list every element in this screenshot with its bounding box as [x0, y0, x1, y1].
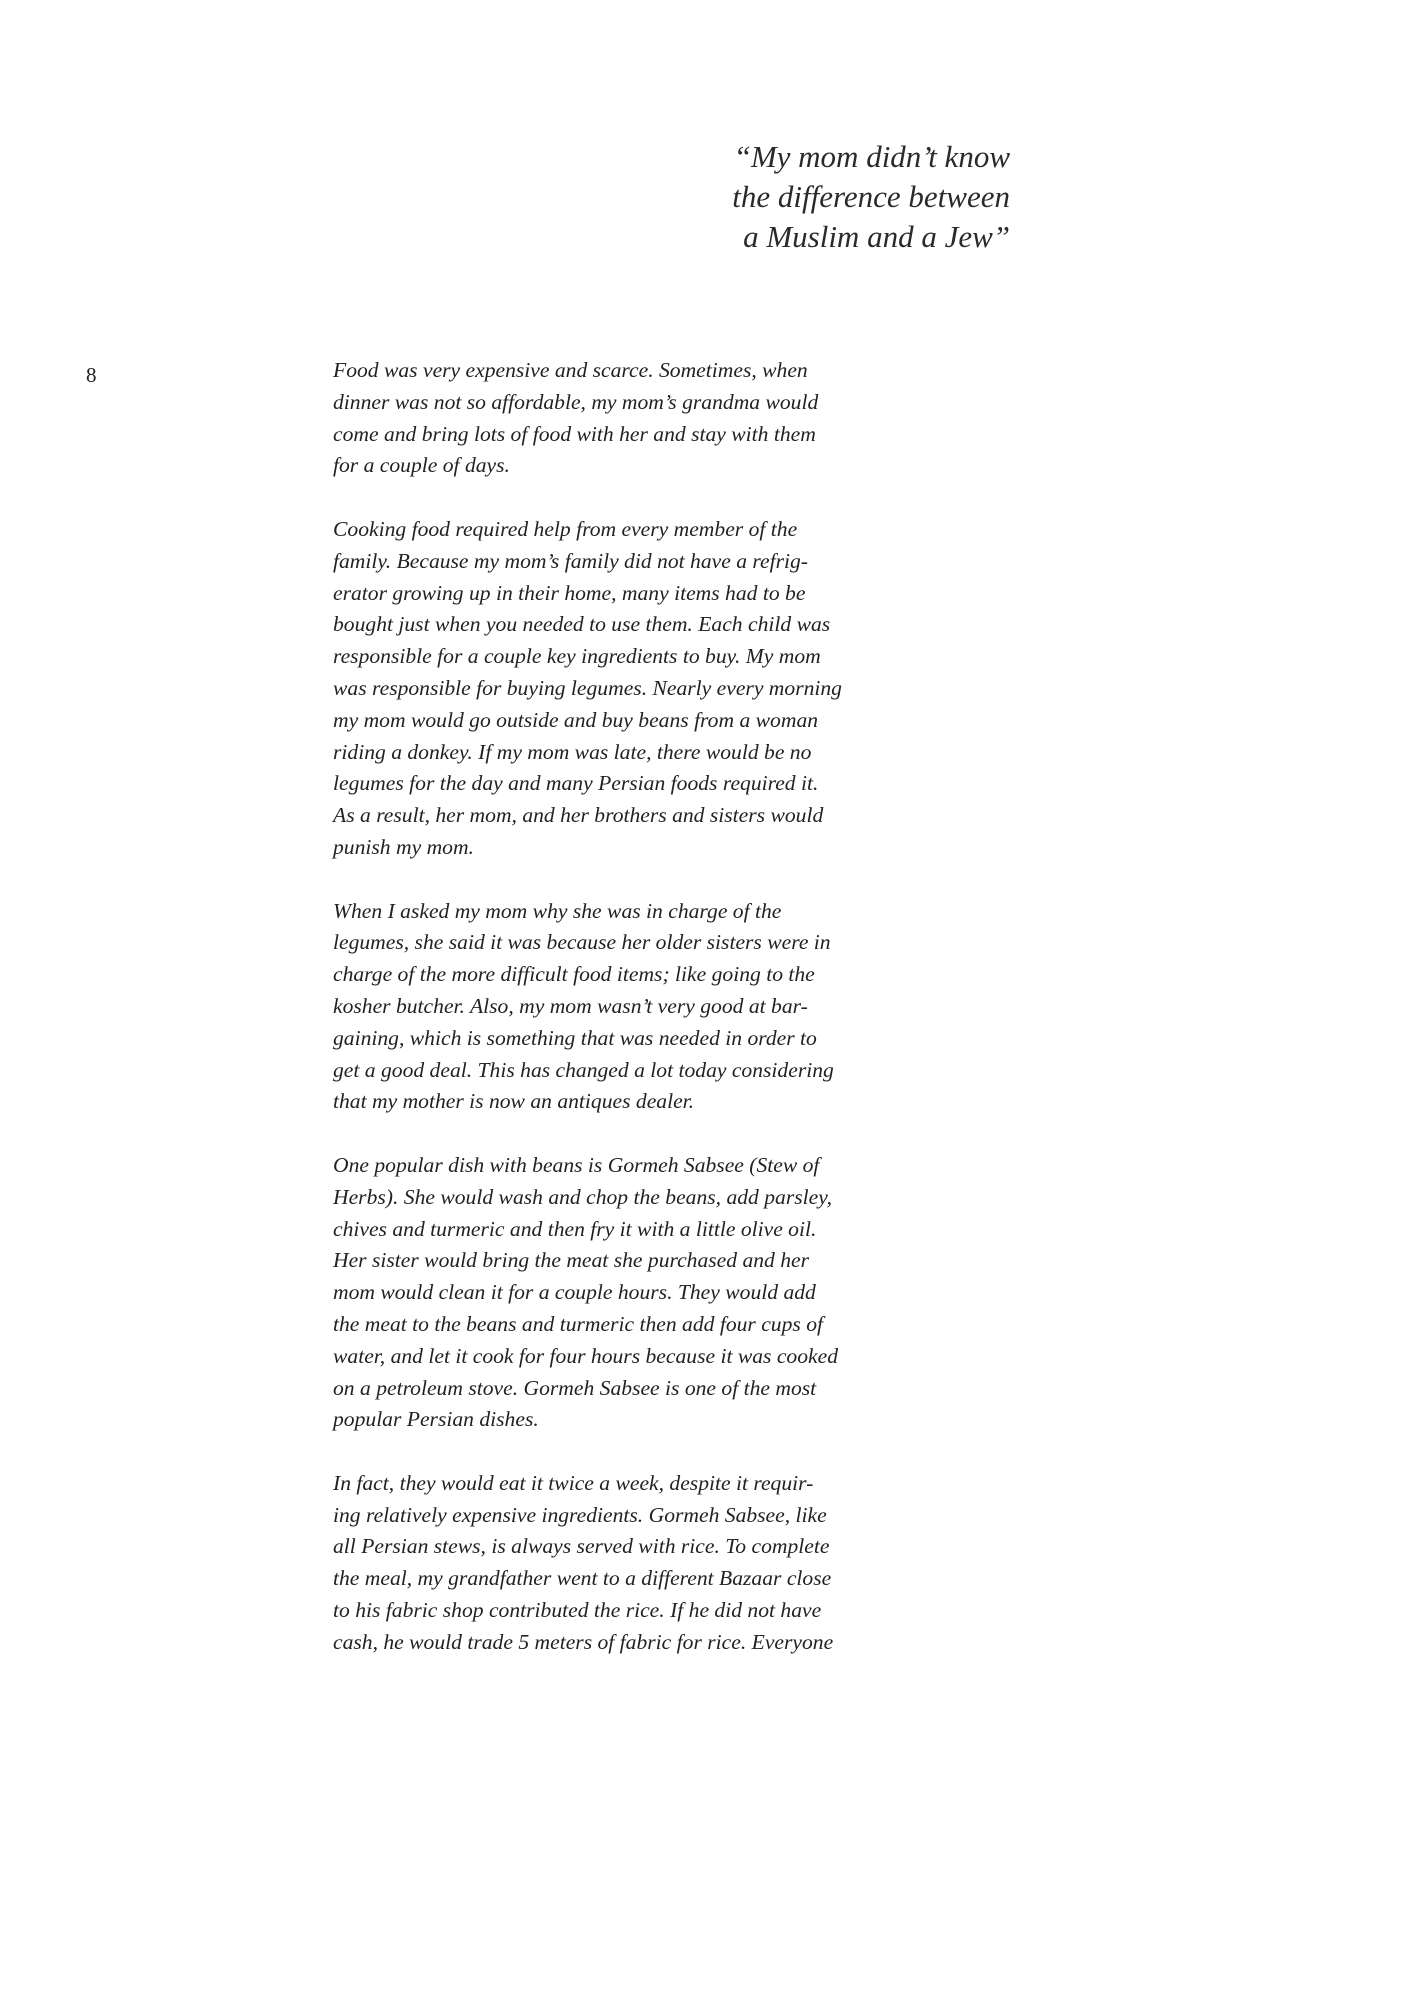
text-line: riding a donkey. If my mom was late, there would be no: [333, 739, 812, 764]
text-line: Cooking food required help from every member of the: [333, 516, 798, 541]
text-line: Herbs). She would wash and chop the beans, add parsley,: [333, 1184, 833, 1209]
paragraph-4: [333, 1150, 933, 1436]
text-line: my mom would go outside and buy beans from a woman: [333, 707, 819, 732]
text-line: bought just when you needed to use them. Each child was: [333, 612, 831, 637]
text-line: One popular dish with beans is Gormeh Sabsee (Stew of: [333, 1152, 820, 1177]
page-number: 8: [86, 363, 97, 387]
text-line: When I asked my mom why she was in charge of the: [333, 898, 782, 923]
text-line: Food was very expensive and scarce. Sometimes, when: [333, 358, 808, 382]
paragraph-1: [333, 355, 933, 482]
text-line: mom would clean it for a couple hours. They would add: [333, 1280, 816, 1305]
text-line: responsible for a couple key ingredients to buy. My mom: [333, 644, 821, 669]
pull-quote: [490, 137, 1010, 257]
paragraph-2: [333, 514, 933, 864]
text-line: water, and let it cook for four hours because it was cooked: [333, 1343, 838, 1368]
text-line: family. Because my mom’s family did not have a refrig-: [333, 548, 808, 573]
text-line: cash, he would trade 5 meters of fabric for rice. Everyone: [333, 1629, 834, 1654]
text-line: dinner was not so affordable, my mom’s grandma would: [333, 389, 819, 414]
text-line: punish my mom.: [333, 834, 474, 859]
text-line: chives and turmeric and then fry it with a little olive oil.: [333, 1216, 817, 1241]
text-line: come and bring lots of food with her and stay with them: [333, 421, 816, 446]
text-line: to his fabric shop contributed the rice. If he did not have: [333, 1598, 822, 1623]
text-line: legumes for the day and many Persian foods required it.: [333, 771, 819, 796]
text-line: get a good deal. This has changed a lot today considering: [333, 1057, 834, 1082]
text-line: erator growing up in their home, many items had to be: [333, 580, 806, 605]
text-line: Her sister would bring the meat she purchased and her: [333, 1248, 810, 1273]
text-line: on a petroleum stove. Gormeh Sabsee is one of the most: [333, 1375, 817, 1400]
text-line: legumes, she said it was because her older sisters were in: [333, 930, 831, 955]
pull-quote-line: “My mom didn’t know: [733, 139, 1010, 174]
text-line: popular Persian dishes.: [333, 1407, 539, 1432]
text-line: gaining, which is something that was needed in order to: [333, 1025, 817, 1050]
text-line: ing relatively expensive ingredients. Gormeh Sabsee, like: [333, 1502, 827, 1527]
text-line: In fact, they would eat it twice a week, despite it requir-: [333, 1470, 814, 1495]
text-line: kosher butcher. Also, my mom wasn’t very good at bar-: [333, 993, 808, 1018]
text-line: the meal, my grandfather went to a different Bazaar close: [333, 1566, 832, 1591]
paragraph-3: [333, 896, 933, 1119]
text-line: that my mother is now an antiques dealer.: [333, 1089, 695, 1114]
pull-quote-line: the difference between: [732, 179, 1010, 214]
text-line: As a result, her mom, and her brothers and sisters would: [333, 803, 824, 828]
paragraph-5: [333, 1468, 933, 1659]
text-line: all Persian stews, is always served with rice. To complete: [333, 1534, 830, 1559]
pull-quote-line: a Muslim and a Jew”: [743, 219, 1010, 254]
text-line: charge of the more difficult food items; like going to the: [333, 962, 815, 987]
text-line: was responsible for buying legumes. Nearly every morning: [333, 675, 842, 700]
text-line: the meat to the beans and turmeric then add four cups of: [333, 1311, 823, 1336]
body-text: [333, 355, 933, 1690]
text-line: for a couple of days.: [333, 453, 510, 478]
